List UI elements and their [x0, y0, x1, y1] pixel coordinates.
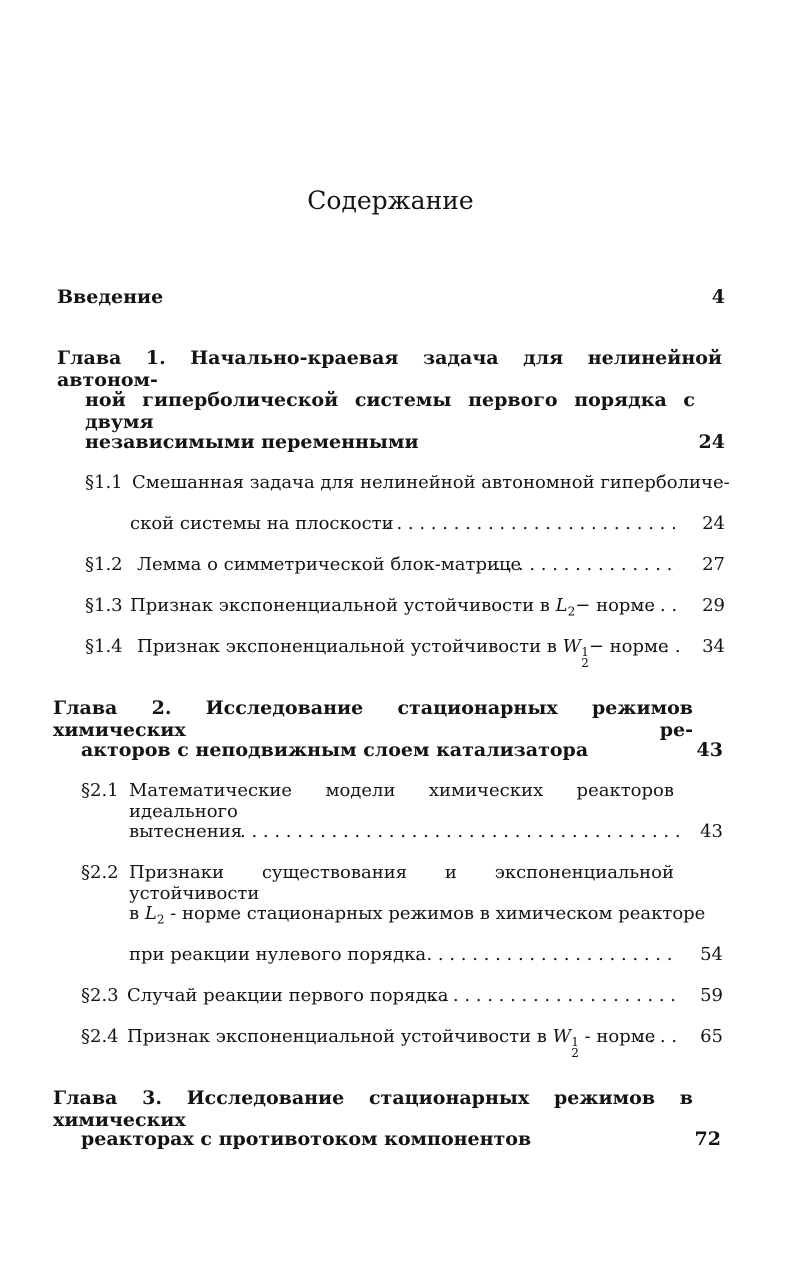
leader-dots: [415, 944, 680, 965]
section-title: Признак экспоненциальной устойчивости в W 1 2 − норме: [137, 636, 669, 670]
chapter-2-title-line-2: акторов с неподвижным слоем катализатора: [81, 739, 589, 761]
toc-intro-page: 4: [711, 286, 725, 308]
section-title-line-2: ской системы на плоскости: [130, 513, 394, 534]
section-title-line-3: при реакции нулевого порядка: [129, 944, 427, 965]
leader-dots: [430, 985, 680, 1006]
chapter-1-title-line-3: независимыми переменными: [85, 431, 419, 453]
section-number: §1.3: [85, 595, 123, 616]
section-page: 43: [700, 821, 723, 842]
section-title: Лемма о симметрической блок-матрице: [137, 554, 522, 575]
chapter-2-page: 43: [696, 739, 723, 761]
section-number: §1.4: [85, 636, 123, 657]
section-page: 65: [700, 1026, 723, 1047]
section-page: 54: [700, 944, 723, 965]
section-title: Признак экспоненциальной устойчивости в $L_2-$ норме: [130, 595, 656, 619]
section-page: 34: [702, 636, 725, 657]
section-number: §2.1: [81, 780, 119, 801]
chapter-1-title-line-1: Глава 1. Начально-краевая задача для нелинейной автоном-: [57, 347, 722, 391]
chapter-1-title-line-2: ной гиперболической системы первого порядка с двумя: [85, 389, 695, 433]
page-title: Содержание: [307, 186, 474, 215]
section-title-line-2: в $L_2$ - норме стационарных режимов в химическом реакторе: [129, 903, 706, 927]
section-title: Случай реакции первого порядка: [127, 985, 449, 1006]
section-title-line-1: Признаки существования и экспоненциальной устойчивости: [129, 862, 674, 904]
section-title-line-2: вытеснения: [129, 821, 243, 842]
chapter-3-title-line-1: Глава 3. Исследование стационарных режимов в химических: [53, 1087, 693, 1131]
chapter-1-page: 24: [698, 431, 725, 453]
toc-intro-label: Введение: [57, 286, 164, 308]
section-page: 29: [702, 595, 725, 616]
section-title-line-1: Математические модели химических реакторов идеального: [129, 780, 674, 822]
leader-dots: [240, 821, 680, 842]
section-number: §2.3: [81, 985, 119, 1006]
section-title-line-1: Смешанная задача для нелинейной автономной гиперболиче-: [132, 472, 730, 493]
section-page: 59: [700, 985, 723, 1006]
chapter-3-page: 72: [694, 1128, 721, 1150]
section-page: 27: [702, 554, 725, 575]
section-page: 24: [702, 513, 725, 534]
section-number: §1.1: [85, 472, 123, 493]
chapter-2-title-line-1: Глава 2. Исследование стационарных режимов химических ре-: [53, 697, 693, 741]
section-number: §2.4: [81, 1026, 119, 1047]
chapter-3-title-line-2: реакторах с противотоком компонентов: [81, 1128, 532, 1150]
leader-dots: [385, 513, 680, 534]
leader-dots: [495, 554, 680, 575]
section-number: §1.2: [85, 554, 123, 575]
section-number: §2.2: [81, 862, 119, 883]
section-title: Признак экспоненциальной устойчивости в W 1 2 - норме: [127, 1026, 656, 1060]
